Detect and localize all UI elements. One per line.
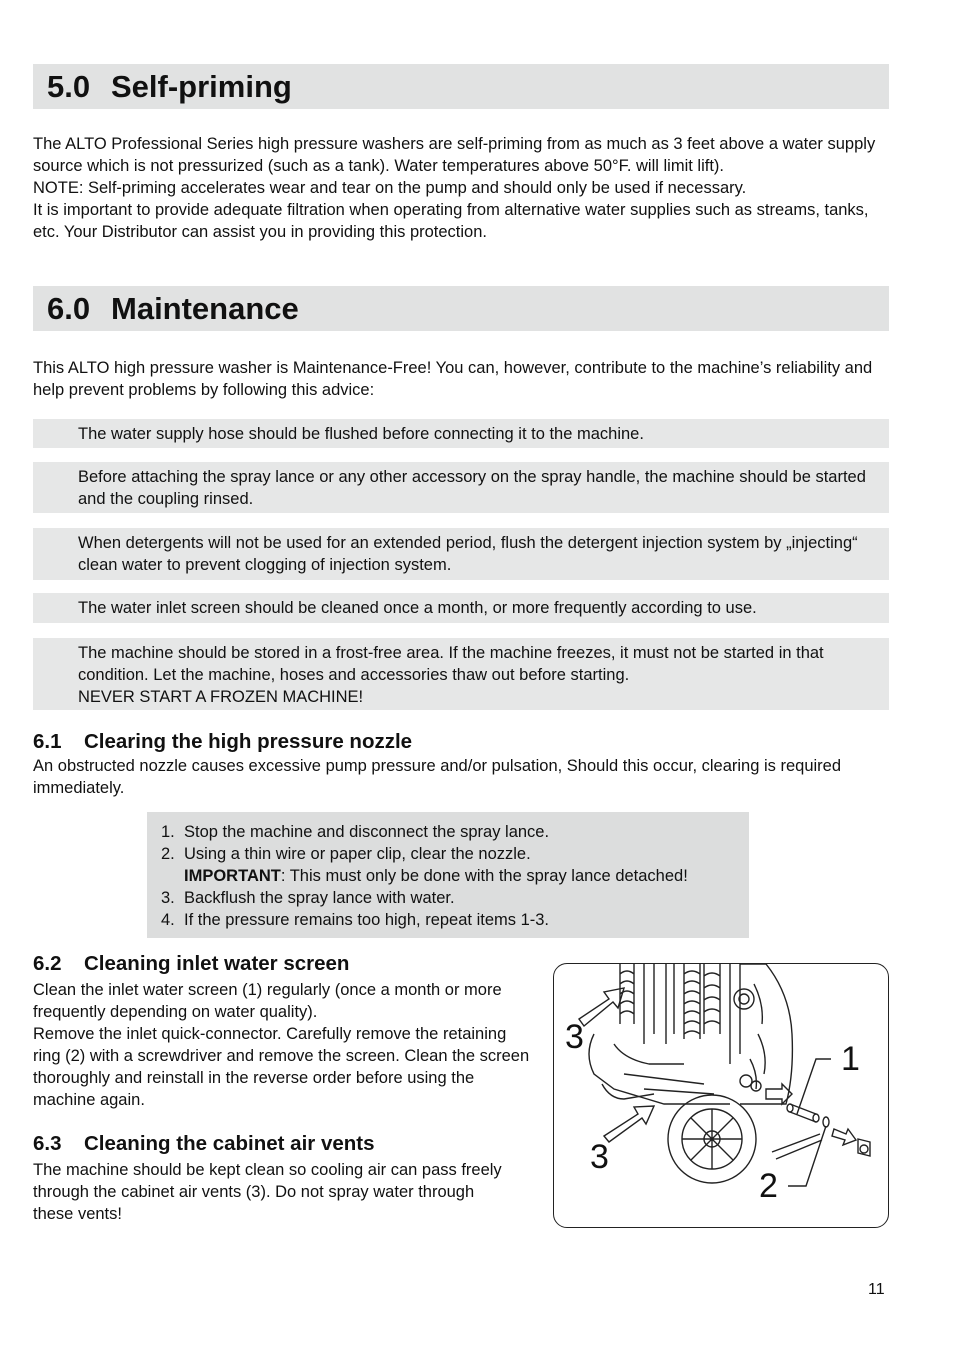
maintenance-tip <box>33 528 889 580</box>
maintenance-tip <box>33 462 889 513</box>
subsection-number: 6.2 <box>33 952 62 975</box>
subsection-title: Cleaning the cabinet air vents <box>84 1132 375 1155</box>
subsection-heading-inlet-screen <box>33 952 349 976</box>
washer-line-drawing <box>554 964 889 1228</box>
inlet-screen-illustration <box>553 963 889 1228</box>
subsection-title: Clearing the high pressure nozzle <box>84 730 413 753</box>
section-heading-self-priming <box>33 64 889 109</box>
step-text: If the pressure remains too high, repeat items 1-3. <box>184 911 550 929</box>
step-item <box>161 821 749 843</box>
step-item <box>161 843 749 865</box>
maintenance-tip <box>33 593 889 623</box>
section-title: Maintenance <box>111 291 299 326</box>
maintenance-tip <box>33 638 889 710</box>
paragraph: An obstructed nozzle causes excessive pump pressure and/or pulsation, Should this occur, clearing is required immediately. <box>33 757 842 797</box>
section-title: Self-priming <box>111 69 292 104</box>
step-number: 2. <box>161 845 175 863</box>
paragraph: This ALTO high pressure washer is Maintenance-Free! You can, however, contribute to the machine’s reliability and help prevent problems by following this advice: <box>33 359 873 399</box>
step-text: : This must only be done with the spray lance detached! <box>280 867 688 885</box>
paragraph: It is important to provide adequate filtration when operating from alternative water supplies such as streams, tanks, etc. Your Distributor can assist you in providing this protection. <box>33 201 869 241</box>
callout-retaining-ring: 2 <box>759 1167 778 1205</box>
callout-air-vents-upper: 3 <box>565 1018 584 1056</box>
tip-text: The machine should be stored in a frost-free area. If the machine freezes, it must not be started in that condition. Let the machine, hoses and accessories thaw out before starting. <box>78 644 824 684</box>
paragraph: The ALTO Professional Series high pressure washers are self-priming from as much as 3 feet above a water supply source which is not pressurized (such as a tank). Water temperatures above 50°F. will limit lift). <box>33 135 876 175</box>
tip-warning: NEVER START A FROZEN MACHINE! <box>78 688 364 706</box>
subsection-heading-air-vents <box>33 1132 375 1156</box>
air-vents-text <box>33 1159 513 1225</box>
nozzle-clearing-steps <box>147 812 749 938</box>
paragraph: NOTE: Self-priming accelerates wear and tear on the pump and should only be used if necessary. <box>33 179 747 197</box>
maintenance-tip <box>33 419 889 448</box>
subsection-heading-clearing-nozzle <box>33 730 412 754</box>
section-heading-maintenance <box>33 286 889 331</box>
paragraph: The machine should be kept clean so cooling air can pass freely through the cabinet air vents (3). Do not spray water through these vents! <box>33 1161 502 1223</box>
tip-text: When detergents will not be used for an extended period, flush the detergent injection system by „injecting“ clean water to prevent clogging of injection system. <box>78 534 858 574</box>
step-text: Backflush the spray lance with water. <box>184 889 455 907</box>
tip-text: Before attaching the spray lance or any other accessory on the spray handle, the machine should be started and the coupling rinsed. <box>78 468 866 508</box>
step-number: 4. <box>161 911 175 929</box>
subsection-number: 6.1 <box>33 730 62 753</box>
maintenance-intro <box>33 357 883 401</box>
section-number: 6.0 <box>47 291 91 326</box>
paragraph: Clean the inlet water screen (1) regularly (once a month or more frequently depending on water quality). <box>33 981 502 1021</box>
inlet-screen-text <box>33 979 533 1111</box>
self-priming-text <box>33 133 883 243</box>
step-item <box>161 887 749 909</box>
step-important-note <box>161 865 749 887</box>
step-number: 3. <box>161 889 175 907</box>
step-text: Using a thin wire or paper clip, clear the nozzle. <box>184 845 531 863</box>
subsection-number: 6.3 <box>33 1132 62 1155</box>
paragraph: Remove the inlet quick-connector. Carefully remove the retaining ring (2) with a screwdriver and remove the screen. Clean the screen thoroughly and reinstall in the reverse order before using the machine again. <box>33 1025 530 1109</box>
clearing-nozzle-intro <box>33 755 883 799</box>
page-number: 11 <box>868 1281 885 1298</box>
callout-air-vents-lower: 3 <box>590 1138 609 1176</box>
tip-text: The water supply hose should be flushed before connecting it to the machine. <box>78 425 644 443</box>
callout-inlet-screen: 1 <box>841 1040 860 1078</box>
section-number: 5.0 <box>47 69 91 104</box>
step-text: Stop the machine and disconnect the spray lance. <box>184 823 550 841</box>
important-label: IMPORTANT <box>184 867 281 885</box>
step-number: 1. <box>161 823 175 841</box>
tip-text: The water inlet screen should be cleaned once a month, or more frequently according to use. <box>78 599 757 617</box>
subsection-title: Cleaning inlet water screen <box>84 952 350 975</box>
step-item <box>161 909 749 931</box>
